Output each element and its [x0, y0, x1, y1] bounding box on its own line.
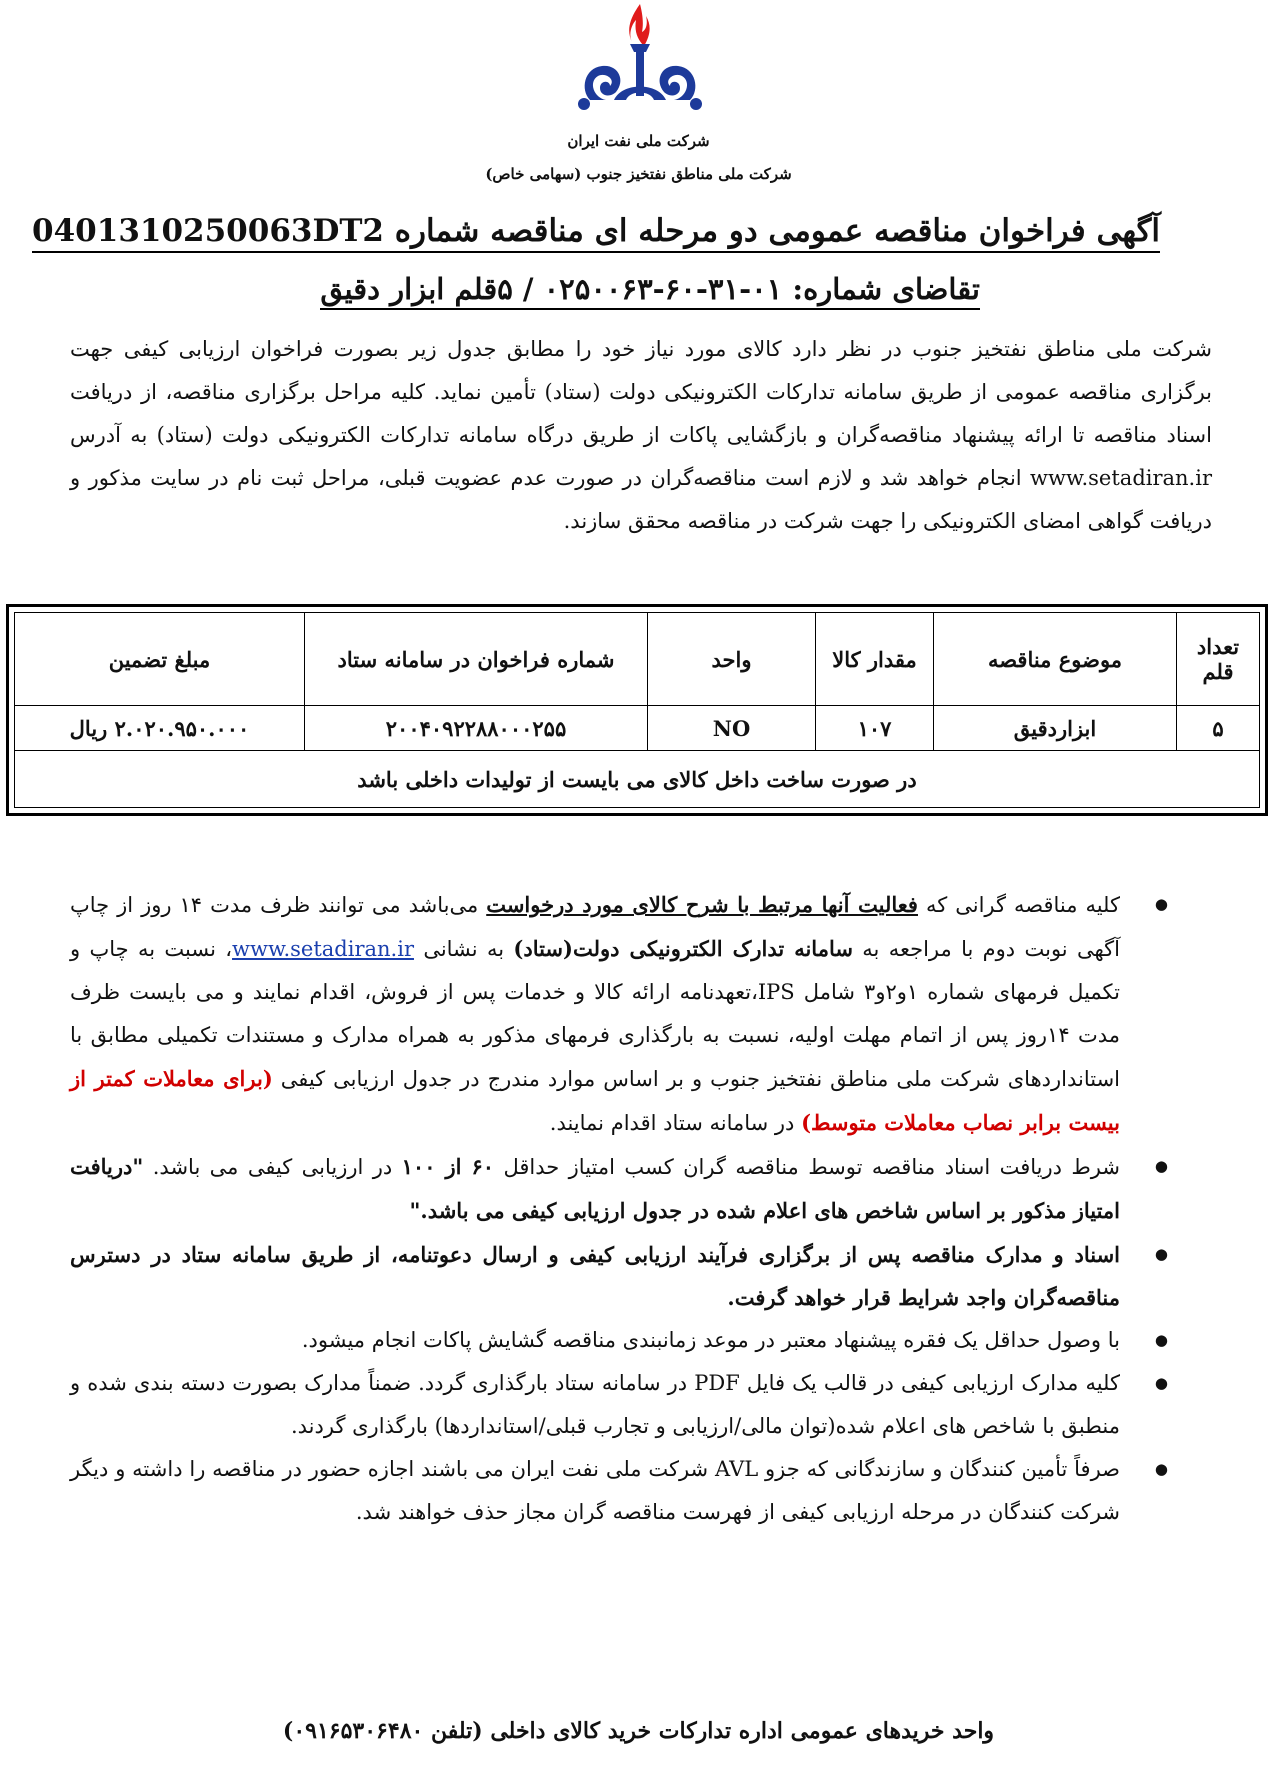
- list-item: ● با وصول حداقل یک فقره پیشنهاد معتبر در موعد زمانبندی مناقصه گشایش پاکات انجام میشود.: [70, 1319, 1120, 1362]
- bullet1-text-e: در سامانه ستاد اقدام نمایند.: [549, 1111, 802, 1135]
- table-header-row: [15, 613, 1260, 706]
- header-quantity: مقدار کالا: [816, 613, 934, 706]
- tender-table-grid: [14, 612, 1260, 808]
- list-item: [70, 883, 1120, 1145]
- bullet2-text-b: در ارزیابی کیفی می باشد.: [152, 1155, 402, 1179]
- bullet1-emphasis-setad: سامانه تدارک الکترونیکی دولت(ستاد): [513, 936, 853, 961]
- cell-guarantee: ۲.۰۲۰.۹۵۰.۰۰۰ ریال: [15, 706, 305, 751]
- list-item: ● اسناد و مدارک مناقصه پس از برگزاری فرآیند ارزیابی کیفی و ارسال دعوتنامه، از طریق سامانه ستاد در دسترس مناقصه‌گران واجد شرایط قرار خواهد گرفت.: [70, 1233, 1120, 1319]
- org-name-nisoc: شرکت ملی مناطق نفتخیز جنوب (سهامی خاص): [485, 165, 792, 183]
- bullet2-quote: "دریافت امتیاز مذکور بر اساس شاخص های اعلام شده در جدول ارزیابی کیفی می باشد.": [70, 1154, 1120, 1223]
- title-text: آگهی فراخوان مناقصه عمومی دو مرحله ای مناقصه شماره 0401310250063DT2: [32, 213, 1160, 253]
- subtitle-text: تقاضای شماره: ۰۱-۳۱-۶۰-۰۲۵۰۰۶۳ / ۵قلم ابزار دقیق: [320, 272, 980, 310]
- footer-contact: واحد خریدهای عمومی اداره تدارکات خرید کالای داخلی (تلفن ۰۹۱۶۵۳۰۶۴۸۰): [282, 1718, 995, 1744]
- conditions-list: [70, 883, 1120, 1534]
- setadiran-link[interactable]: www.setadiran.ir: [232, 937, 414, 961]
- header-subject: موضوع مناقصه: [934, 613, 1177, 706]
- page-title: [32, 213, 1160, 249]
- header-setad-number: شماره فراخوان در سامانه ستاد: [305, 613, 648, 706]
- bullet1-text-c: به نشانی: [413, 937, 514, 961]
- list-item: ● کلیه مدارک ارزیابی کیفی در قالب یک فایل PDF در سامانه ستاد بارگذاری گردد. ضمناً مدارک بصورت دسته بندی شده و منطبق با شاخص های اعلام شده(توان مالی/ارزیابی و تجارب قبلی/استانداردها) بارگذاری گردند.: [70, 1362, 1120, 1448]
- bullet2-text-a: شرط دریافت اسناد مناقصه توسط مناقصه گران کسب امتیاز حداقل: [494, 1155, 1120, 1179]
- bullet1-text-b: می‌باشد می توانند ظرف مدت ۱۴ روز از چاپ آگهی نوبت دوم با مراجعه به: [70, 893, 1120, 961]
- bullet1-emphasis-activity: فعالیت آنها مرتبط با شرح کالای مورد درخواست: [486, 892, 918, 917]
- bullet2-score: ۶۰ از ۱۰۰: [401, 1154, 495, 1179]
- cell-subject: ابزاردقیق: [934, 706, 1177, 751]
- page-subtitle: [120, 272, 980, 306]
- table-row: [15, 706, 1260, 751]
- nioc-logo: [570, 0, 710, 120]
- header-unit: واحد: [648, 613, 816, 706]
- cell-setad-number: ۲۰۰۴۰۹۲۲۸۸۰۰۰۲۵۵: [305, 706, 648, 751]
- cell-unit: NO: [648, 706, 816, 751]
- list-item: ● صرفاً تأمین کنندگان و سازندگانی که جزو AVL شرکت ملی نفت ایران می باشند اجازه حضور در مناقصه را داشته و دیگر شرکت کنندگان در مرحله ارزیابی کیفی از فهرست مناقصه گران مجاز حذف خواهند شد.: [70, 1448, 1120, 1534]
- table-note-row: [15, 751, 1260, 808]
- header-count: تعداد قلم: [1177, 613, 1260, 706]
- list-item: [70, 1145, 1120, 1233]
- bullet1-text-a: کلیه مناقصه گرانی که: [917, 893, 1120, 917]
- cell-quantity: ۱۰۷: [816, 706, 934, 751]
- cell-count: ۵: [1177, 706, 1260, 751]
- intro-paragraph: شرکت ملی مناطق نفتخیز جنوب در نظر دارد کالای مورد نیاز خود را مطابق جدول زیر بصورت فراخوان ارزیابی کیفی جهت برگزاری مناقصه عمومی از طریق سامانه تدارکات الکترونیکی دولت (ستاد) تأمین نماید. کلیه مراحل برگزاری مناقصه، از دریافت اسناد مناقصه تا ارائه پیشنهاد مناقصه‌گران و بازگشایی پاکات از طریق درگاه سامانه تدارکات الکترونیکی دولت (ستاد) به آدرس www.setadiran.ir انجام خواهد شد و لازم است مناقصه‌گران در صورت عدم عضویت قبلی، مراحل ثبت نام در سایت مذکور و دریافت گواهی امضای الکترونیکی را جهت شرکت در مناقصه محقق سازند.: [70, 337, 1212, 533]
- bullet1-text-d: ، نسبت به چاپ و تکمیل فرمهای شماره ۱و۲و۳ شامل IPS،تعهدنامه ارائه کالا و خدمات پس از فروش، اقدام نمایند و می بایست ظرف مدت ۱۴روز پس از اتمام مهلت اولیه، نسبت به بارگذاری فرمهای مذکور به همراه مدارک و مستندات تکمیلی مطابق با استانداردهای شرکت ملی مناطق نفتخیز جنوب و بر اساس موارد مندرج در جدول ارزیابی کیفی: [70, 937, 1121, 1091]
- org-name-nioc: شرکت ملی نفت ایران: [567, 132, 710, 150]
- bullet1-red-note: (برای معاملات کمتر از بیست برابر نصاب معاملات متوسط): [70, 1066, 1120, 1135]
- tender-table: [6, 604, 1268, 816]
- table-note: در صورت ساخت داخل کالای می بایست از تولیدات داخلی باشد: [15, 751, 1260, 808]
- header-guarantee: مبلغ تضمین: [15, 613, 305, 706]
